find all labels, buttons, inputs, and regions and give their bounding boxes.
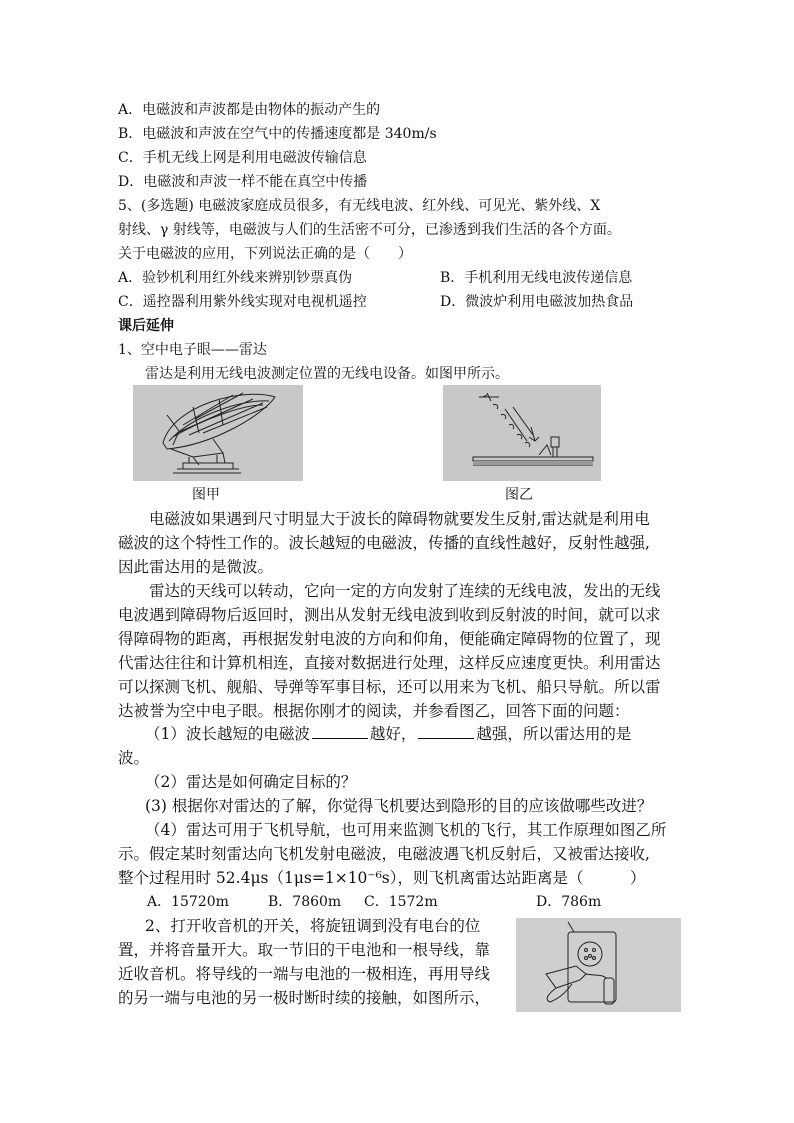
radar-dish-drawing	[133, 385, 303, 481]
item2-line2: 置，并将音量开大。取一节旧的干电池和一根导线，靠	[118, 941, 491, 959]
item1-title: 1、空中电子眼——雷达	[118, 342, 267, 358]
item2-line4: 的另一端与电池的另一极时断时续的接触，如图所示，	[118, 989, 491, 1007]
figure-yi-caption: 图乙	[505, 487, 533, 503]
para2-line1: 雷达的天线可以转动，它向一定的方向发射了连续的无线电波，发出的无线	[149, 582, 661, 600]
figure-radar-dish	[133, 385, 303, 481]
para2-line2: 电波遇到障碍物后返回时，测出从发射无线电波到收到反射波的时间，就可以求	[118, 606, 661, 624]
para1-line3: 因此雷达用的是微波。	[118, 558, 274, 576]
q5-stem-line3: 关于电磁波的应用，下列说法正确的是（ ）	[118, 246, 412, 262]
answer-blank-2[interactable]	[418, 722, 474, 739]
q5-option-c: C．遥控器利用紫外线实现对电视机遥控	[118, 294, 367, 310]
question-4-option-d: D．786m	[536, 894, 602, 910]
section-title: 课后延伸	[118, 318, 174, 334]
q4-option-b: B．电磁波和声波在空气中的传播速度都是 340m/s	[118, 126, 437, 142]
para1-line1: 电磁波如果遇到尺寸明显大于波长的障碍物就要发生反射,雷达就是利用电	[149, 510, 650, 528]
question-4-option-a: A．15720m	[147, 894, 229, 910]
q5-option-b: B．手机利用无线电波传递信息	[440, 270, 633, 286]
question-4-line3: 整个过程用时 52.4μs（1μs=1×10⁻⁶s），则飞机离雷达站距离是（ ）	[118, 869, 646, 887]
question-4-option-b: B．7860m	[268, 894, 342, 910]
question-1-part-c: 越强，所以雷达用的是	[476, 725, 632, 743]
para1-line2: 磁波的这个特性工作的。波长越短的电磁波，传播的直线性越好，反射性越强,	[118, 534, 650, 552]
item2-line3: 近收音机。将导线的一端与电池的一极相连，再用导线	[118, 965, 491, 983]
q5-option-a: A．验钞机利用红外线来辨别钞票真伪	[118, 270, 353, 286]
q5-option-d: D．微波炉利用电磁波加热食品	[440, 294, 634, 310]
para2-line3: 得障碍物的距离，再根据发射电波的方向和仰角，便能确定障碍物的位置了，现	[118, 630, 661, 648]
figure-radio-battery	[516, 918, 681, 1012]
question-2: （2）雷达是如何确定目标的？	[145, 773, 357, 791]
q4-option-a: A．电磁波和声波都是由物体的振动产生的	[118, 102, 381, 118]
question-4-line2: 示。假定某时刻雷达向飞机发射电磁波，电磁波遇飞机反射后，又被雷达接收,	[118, 845, 650, 863]
question-4-line1: （4）雷达可用于飞机导航，也可用来监测飞机的飞行，其工作原理如图乙所	[145, 821, 667, 839]
radar-intro: 雷达是利用无线电波测定位置的无线电设备。如图甲所示。	[145, 366, 509, 382]
q4-option-d: D．电磁波和声波一样不能在真空中传播	[118, 174, 368, 190]
para2-line6: 达被誉为空中电子眼。根据你刚才的阅读，并参看图乙，回答下面的问题：	[118, 702, 630, 720]
question-1-end: 波。	[118, 749, 150, 767]
q4-option-c: C．手机无线上网是利用电磁波传输信息	[118, 150, 367, 166]
q5-stem-line2: 射线、γ 射线等，电磁波与人们的生活密不可分，已渗透到我们生活的各个方面。	[118, 222, 621, 238]
question-1-part-b: 越好，	[369, 725, 417, 743]
question-1-part-a: （1）波长越短的电磁波	[145, 725, 310, 743]
question-3: (3) 根据你对雷达的了解，你觉得飞机要达到隐形的目的应该做哪些改进？	[145, 797, 653, 815]
figure-jia-caption: 图甲	[192, 487, 220, 503]
radio-battery-drawing	[516, 918, 681, 1012]
answer-blank-1[interactable]	[312, 722, 368, 739]
q5-stem-line1: 5、(多选题) 电磁波家庭成员很多，有无线电波、红外线、可见光、紫外线、X	[118, 198, 601, 214]
question-4-option-c: C．1572m	[364, 894, 438, 910]
para2-line5: 可以探测飞机、舰船、导弹等军事目标，还可以用来为飞机、船只导航。所以雷	[118, 678, 661, 696]
figure-radar-plane	[443, 385, 601, 481]
para2-line4: 代雷达往往和计算机相连，直接对数据进行处理，这样反应速度更快。利用雷达	[118, 654, 661, 672]
item2-line1: 2、打开收音机的开关，将旋钮调到没有电台的位	[145, 917, 481, 935]
radar-plane-drawing	[443, 385, 601, 481]
question-1	[145, 722, 631, 746]
